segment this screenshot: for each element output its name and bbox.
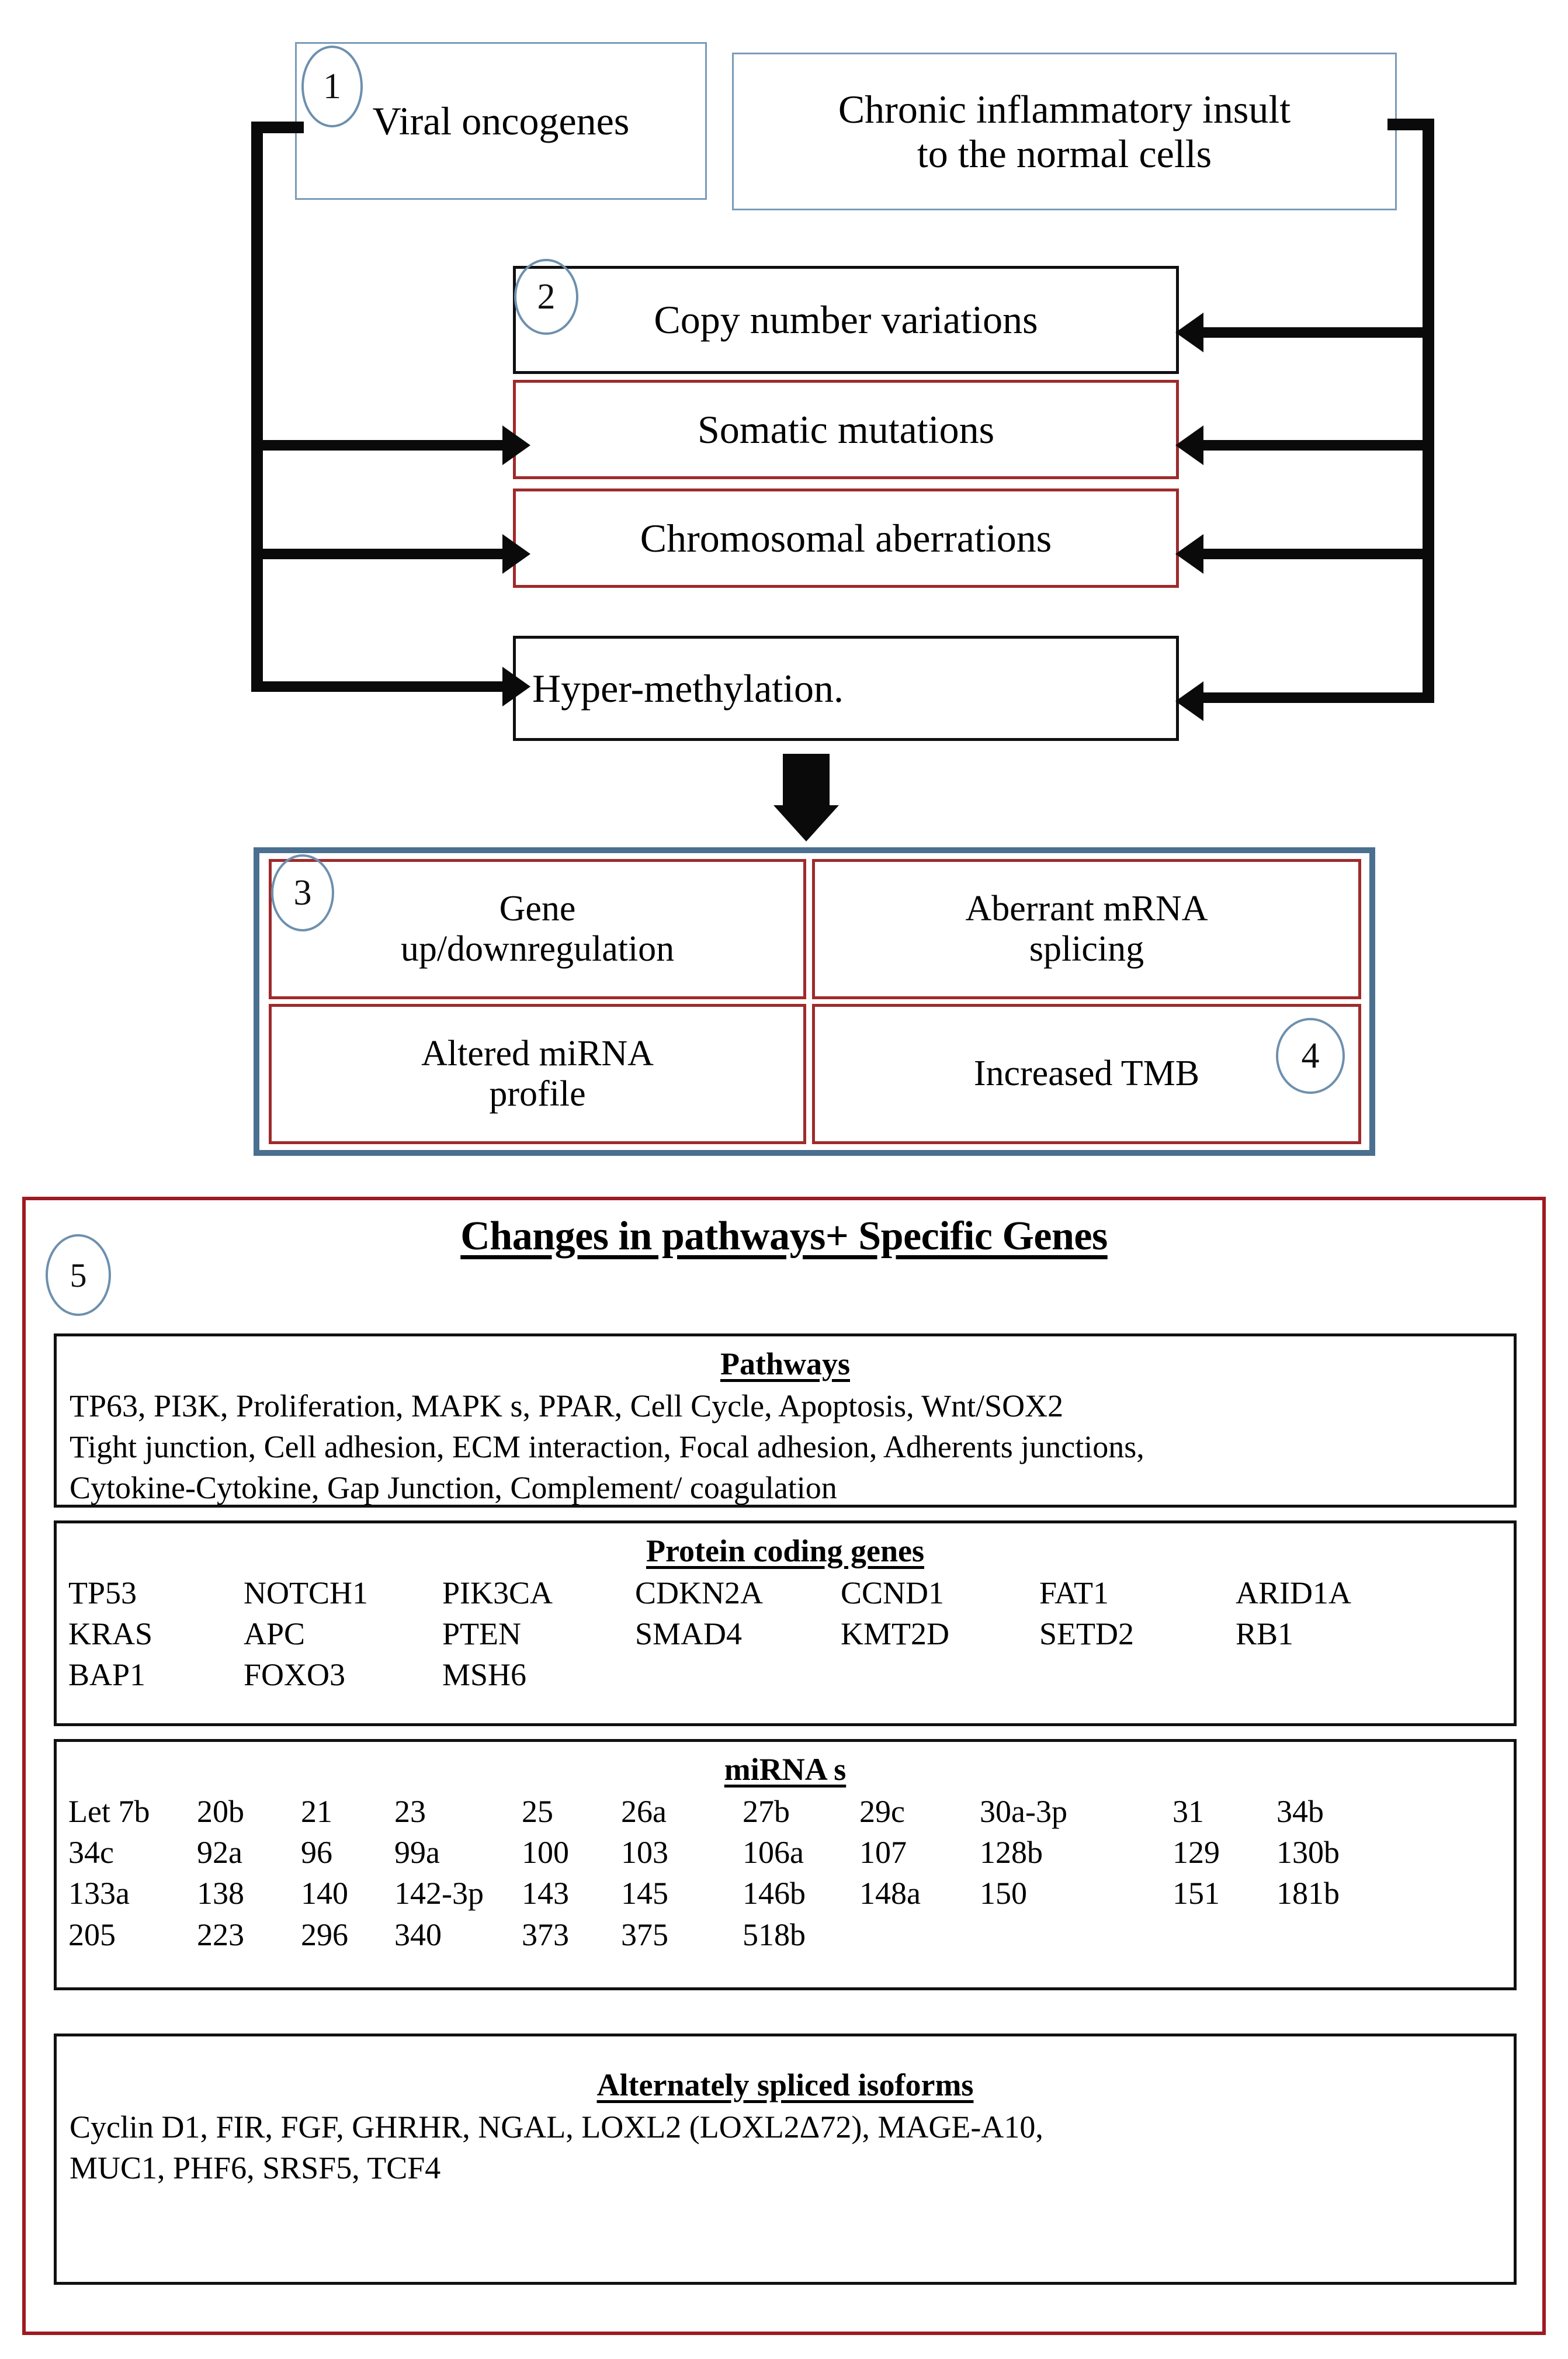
isoform-line: Cyclin D1, FIR, FGF, GHRHR, NGAL, LOXL2 (LOXL2Δ72), MAGE-A10, [70, 2109, 1043, 2145]
connector-right-spine [1423, 119, 1434, 703]
panel-mirnas-heading: miRNA s [724, 1752, 847, 1787]
mirna-cell: 205 [68, 1917, 116, 1952]
gene-cell: FAT1 [1039, 1575, 1109, 1610]
mirna-cell: 129 [1172, 1835, 1220, 1870]
box-chronic-insult-line1: Chronic inflammatory insult [838, 86, 1291, 131]
table-row [68, 1791, 1502, 1832]
box-increased-tmb [812, 1004, 1361, 1144]
mirna-cell: 340 [394, 1917, 442, 1952]
box-copy-number-variations [513, 266, 1179, 374]
connector-right-bottom-stub [1203, 692, 1434, 703]
box-viral-oncogenes-label: Viral oncogenes [372, 98, 630, 143]
gene-cell: MSH6 [442, 1657, 527, 1693]
mirna-cell: 96 [301, 1835, 332, 1870]
panel-protein-genes-heading: Protein coding genes [646, 1533, 924, 1568]
panel-isoforms-lines [57, 2107, 1514, 2197]
box-gene-regulation-line2: up/downregulation [400, 929, 675, 969]
table-row [68, 1654, 1502, 1695]
panel-isoforms-heading: Alternately spliced isoforms [596, 2067, 974, 2102]
connector-left-spine [251, 122, 263, 692]
protein-genes-grid [57, 1572, 1514, 1704]
gene-cell: CCND1 [841, 1575, 945, 1610]
arrow-left-to-somatic [502, 425, 530, 465]
mirna-cell: 34c [68, 1835, 114, 1870]
panel-pathways-lines [57, 1385, 1514, 1517]
gene-cell: BAP1 [68, 1657, 146, 1693]
box-hyper-methylation [513, 636, 1179, 741]
mirna-cell: 518b [743, 1917, 806, 1952]
box-gene-regulation-line1: Gene [499, 888, 576, 929]
mirna-cell: 103 [621, 1835, 668, 1870]
table-row [68, 1572, 1502, 1613]
connector-left-stem-hypermethylation [257, 681, 509, 692]
arrow-right-to-copynumber [1175, 313, 1203, 352]
panel-alternately-spliced-isoforms [54, 2034, 1517, 2285]
mirna-cell: 148a [859, 1876, 921, 1911]
arrow-left-to-chromosomal [502, 534, 530, 574]
box-altered-mirna-profile-line2: profile [489, 1074, 586, 1114]
gene-cell: PIK3CA [442, 1575, 553, 1610]
mirna-cell: 26a [621, 1794, 667, 1829]
gene-cell: KMT2D [841, 1616, 949, 1652]
panel-mirnas [54, 1739, 1517, 1990]
step-bubble-4-label: 4 [1301, 1035, 1320, 1076]
mirna-cell: 142-3p [394, 1876, 484, 1911]
mirna-cell: 106a [743, 1835, 804, 1870]
mirna-cell: 99a [394, 1835, 440, 1870]
mirna-cell: 133a [68, 1876, 130, 1911]
step-bubble-3 [271, 854, 334, 931]
step-bubble-3-label: 3 [293, 872, 312, 913]
mirna-cell: 130b [1276, 1835, 1340, 1870]
panel-pathways [54, 1333, 1517, 1508]
arrow-right-to-somatic [1175, 425, 1203, 465]
mirna-cell: 23 [394, 1794, 426, 1829]
mirna-cell: 138 [197, 1876, 244, 1911]
panel-pathways-heading: Pathways [720, 1346, 850, 1381]
box-altered-mirna-profile [269, 1004, 806, 1144]
gene-cell: SMAD4 [635, 1616, 743, 1652]
mirna-cell: 140 [301, 1876, 348, 1911]
mirna-cell: 20b [197, 1794, 244, 1829]
box-aberrant-mrna-splicing-line1: Aberrant mRNA [965, 888, 1208, 929]
step-bubble-2 [514, 259, 578, 335]
arrow-right-to-chromosomal [1175, 534, 1203, 574]
mirna-cell: 223 [197, 1917, 244, 1952]
box-aberrant-mrna-splicing-line2: splicing [1029, 929, 1144, 969]
pathways-line: Cytokine-Cytokine, Gap Junction, Complement/ coagulation [70, 1470, 837, 1506]
mirna-cell: 145 [621, 1876, 668, 1911]
mirna-cell: 27b [743, 1794, 790, 1829]
mirna-cell: 143 [522, 1876, 569, 1911]
connector-right-stem-chromosomal [1203, 549, 1425, 559]
step-bubble-5-label: 5 [70, 1256, 87, 1294]
box-aberrant-mrna-splicing [812, 859, 1361, 999]
box-somatic-mutations [513, 380, 1179, 479]
table-row [68, 1832, 1502, 1873]
mirna-cell: 181b [1276, 1876, 1340, 1911]
gene-cell: SETD2 [1039, 1616, 1134, 1652]
mirna-cell: 151 [1172, 1876, 1220, 1911]
box-copy-number-variations-label: Copy number variations [654, 297, 1038, 342]
table-row [68, 1613, 1502, 1654]
mirna-cell: 150 [980, 1876, 1027, 1911]
box-somatic-mutations-label: Somatic mutations [697, 407, 995, 452]
gene-cell: FOXO3 [244, 1657, 346, 1693]
gene-cell: RB1 [1236, 1616, 1294, 1652]
mirna-cell: 128b [980, 1835, 1043, 1870]
mirna-cell: 107 [859, 1835, 907, 1870]
box-chromosomal-aberrations-label: Chromosomal aberrations [640, 515, 1052, 560]
gene-cell: KRAS [68, 1616, 153, 1652]
arrow-right-to-hypermethylation [1175, 681, 1203, 721]
mirna-cell: 29c [859, 1794, 905, 1829]
mirna-cell: 92a [197, 1835, 242, 1870]
gene-cell: NOTCH1 [244, 1575, 368, 1610]
box-increased-tmb-label: Increased TMB [973, 1054, 1200, 1094]
mirna-cell: 30a-3p [980, 1794, 1067, 1829]
gene-cell: CDKN2A [635, 1575, 764, 1610]
box-gene-regulation [269, 859, 806, 999]
connector-left-stem-chromosomal [257, 549, 509, 559]
gene-cell: ARID1A [1236, 1575, 1351, 1610]
step-bubble-4 [1276, 1018, 1345, 1094]
mirna-cell: Let 7b [68, 1794, 150, 1829]
mirna-cell: 100 [522, 1835, 569, 1870]
arrow-left-to-hypermethylation [502, 667, 530, 706]
mirna-cell: 21 [301, 1794, 332, 1829]
connector-down-shaft [783, 754, 830, 806]
isoform-line: MUC1, PHF6, SRSF5, TCF4 [70, 2150, 441, 2186]
connector-right-stem-somatic [1203, 440, 1425, 451]
mirna-cell: 34b [1276, 1794, 1324, 1829]
arrow-down-to-stage3 [773, 805, 839, 841]
box-chronic-inflammatory-insult [732, 53, 1397, 210]
mirna-cell: 296 [301, 1917, 348, 1952]
pathways-line: TP63, PI3K, Proliferation, MAPK s, PPAR, Cell Cycle, Apoptosis, Wnt/SOX2 [70, 1388, 1064, 1423]
gene-cell: TP53 [68, 1575, 137, 1610]
box-hyper-methylation-label: Hyper-methylation. [532, 666, 844, 711]
connector-right-stem-copynumber [1203, 327, 1425, 338]
table-row [68, 1873, 1502, 1914]
connector-left-stem-somatic [257, 440, 509, 451]
box-chromosomal-aberrations [513, 489, 1179, 588]
step-bubble-1-label: 1 [323, 66, 341, 106]
gene-cell: APC [244, 1616, 306, 1652]
table-row [68, 1914, 1502, 1955]
box-chronic-insult-line2: to the normal cells [917, 131, 1212, 176]
step-bubble-1 [301, 46, 363, 127]
stage5-container [22, 1197, 1546, 2335]
stage5-title: Changes in pathways+ Specific Genes [460, 1214, 1108, 1259]
mirna-cell: 375 [621, 1917, 668, 1952]
mirna-cell: 373 [522, 1917, 569, 1952]
pathways-line: Tight junction, Cell adhesion, ECM interaction, Focal adhesion, Adherents junctions, [70, 1429, 1144, 1465]
mirna-cell: 25 [522, 1794, 553, 1829]
panel-protein-coding-genes [54, 1520, 1517, 1726]
mirnas-grid [57, 1791, 1514, 1963]
step-bubble-2-label: 2 [537, 276, 556, 317]
mirna-cell: 146b [743, 1876, 806, 1911]
mirna-cell: 31 [1172, 1794, 1204, 1829]
step-bubble-5 [46, 1234, 111, 1316]
gene-cell: PTEN [442, 1616, 521, 1652]
box-altered-mirna-profile-line1: Altered miRNA [421, 1033, 654, 1073]
